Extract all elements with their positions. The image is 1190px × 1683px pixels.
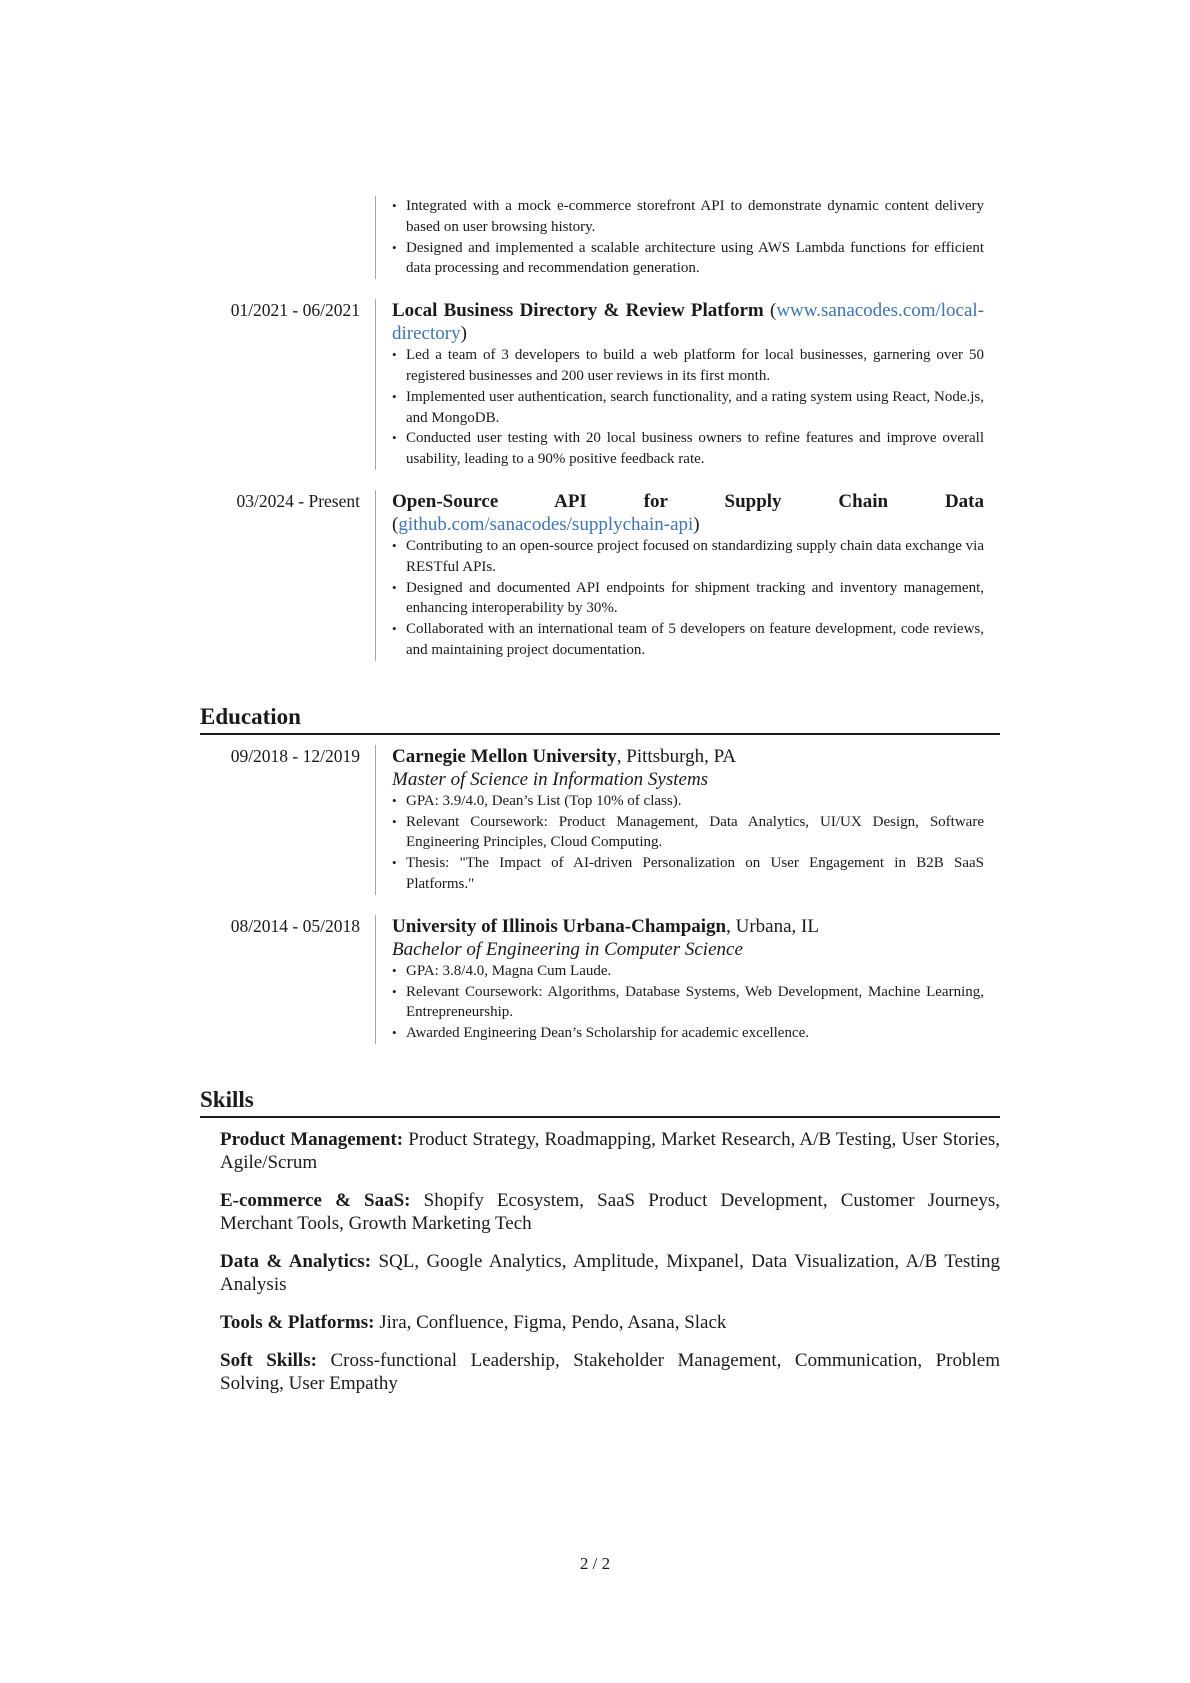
skill-label: Tools & Platforms: bbox=[220, 1311, 375, 1333]
education-entry bbox=[200, 745, 1000, 895]
institution-location: , Urbana, IL bbox=[726, 915, 819, 937]
bullet-item: • Conducted user testing with 20 local business owners to refine features and improve overall usability, leading to a 90% positive feedback rate. bbox=[392, 428, 984, 470]
institution-location: , Pittsburgh, PA bbox=[616, 745, 737, 767]
bullet-item: • Relevant Coursework: Product Management, Data Analytics, UI/UX Design, Software Engineering Principles, Cloud Computing. bbox=[392, 812, 984, 854]
bullet-item: • GPA: 3.8/4.0, Magna Cum Laude. bbox=[392, 961, 984, 982]
project-link[interactable]: www.sanacodes.com/local-directory bbox=[392, 300, 985, 345]
skill-value: Jira, Confluence, Figma, Pendo, Asana, Slack bbox=[379, 1311, 727, 1333]
bullet-list bbox=[392, 345, 984, 470]
resume-content bbox=[200, 196, 1000, 1410]
institution-name: University of Illinois Urbana-Champaign bbox=[392, 915, 727, 937]
entry-body bbox=[376, 915, 984, 1044]
project-link[interactable]: github.com/sanacodes/supplychain-api bbox=[398, 513, 694, 535]
skill-value: Shopify Ecosystem, SaaS Product Development, Customer Journeys, Merchant Tools, Growth Marketing Tech bbox=[220, 1189, 1001, 1234]
bullet-item: • Led a team of 3 developers to build a web platform for local businesses, garnering over 50 registered businesses and 200 user reviews in its first month. bbox=[392, 345, 984, 387]
entry-body bbox=[376, 745, 984, 895]
bullet-item: • Relevant Coursework: Algorithms, Database Systems, Web Development, Machine Learning, Entrepreneurship. bbox=[392, 982, 984, 1024]
bullet-item: • Thesis: "The Impact of AI-driven Personalization on User Engagement in B2B SaaS Platforms." bbox=[392, 853, 984, 895]
bullet-item: • Implemented user authentication, search functionality, and a rating system using React, Node.js, and MongoDB. bbox=[392, 387, 984, 429]
project-name: Open-Source API for Supply Chain Data bbox=[392, 490, 984, 512]
bullet-item: • Designed and documented API endpoints for shipment tracking and inventory management, enhancing interoperability by 30%. bbox=[392, 578, 984, 620]
section-header-skills: Skills bbox=[200, 1086, 1000, 1118]
bullet-item: • Integrated with a mock e-commerce storefront API to demonstrate dynamic content delivery based on user browsing history. bbox=[392, 196, 984, 238]
skill-label: Data & Analytics: bbox=[220, 1250, 372, 1272]
skill-label: Soft Skills: bbox=[220, 1349, 317, 1371]
skill-item bbox=[220, 1189, 1000, 1235]
bullet-list bbox=[392, 536, 984, 661]
skill-item bbox=[220, 1349, 1000, 1395]
project-name: Local Business Directory & Review Platform bbox=[392, 300, 764, 322]
skill-label: E-commerce & SaaS: bbox=[220, 1189, 411, 1211]
skill-item bbox=[220, 1250, 1000, 1296]
bullet-item: • Contributing to an open-source project focused on standardizing supply chain data exchange via RESTful APIs. bbox=[392, 536, 984, 578]
skill-value: Cross-functional Leadership, Stakeholder Management, Communication, Problem Solving, User Empathy bbox=[220, 1349, 1001, 1394]
entry-date: 03/2024 - Present bbox=[200, 490, 376, 661]
entry-date: 08/2014 - 05/2018 bbox=[200, 915, 376, 1044]
education-entry bbox=[200, 915, 1000, 1044]
institution-line bbox=[392, 745, 984, 768]
skill-item bbox=[220, 1128, 1000, 1174]
skills-list bbox=[200, 1128, 1000, 1395]
entry-body bbox=[376, 299, 984, 470]
bullet-list bbox=[392, 791, 984, 895]
entry-date bbox=[200, 196, 376, 279]
project-entry bbox=[200, 490, 1000, 661]
entry-date: 01/2021 - 06/2021 bbox=[200, 299, 376, 470]
page-number: 2 / 2 bbox=[579, 1554, 611, 1573]
skill-value: SQL, Google Analytics, Amplitude, Mixpanel, Data Visualization, A/B Testing Analysis bbox=[220, 1250, 1000, 1295]
entry-body bbox=[376, 196, 984, 279]
bullet-list bbox=[392, 196, 984, 279]
institution-name: Carnegie Mellon University bbox=[392, 745, 617, 767]
skill-value: Product Strategy, Roadmapping, Market Research, A/B Testing, User Stories, Agile/Scrum bbox=[220, 1128, 1000, 1173]
bullet-item: • Awarded Engineering Dean’s Scholarship for academic excellence. bbox=[392, 1023, 984, 1044]
project-entry-continued bbox=[200, 196, 1000, 279]
project-entry bbox=[200, 299, 1000, 470]
bullet-list bbox=[392, 961, 984, 1044]
section-header-education: Education bbox=[200, 703, 1000, 735]
institution-line bbox=[392, 915, 984, 938]
skill-item bbox=[220, 1311, 1000, 1334]
bullet-item: • Designed and implemented a scalable architecture using AWS Lambda functions for efficient data processing and recommendation generation. bbox=[392, 238, 984, 280]
degree: Bachelor of Engineering in Computer Science bbox=[392, 938, 743, 960]
bullet-item: • GPA: 3.9/4.0, Dean’s List (Top 10% of class). bbox=[392, 791, 984, 812]
bullet-item: • Collaborated with an international team of 5 developers on feature development, code reviews, and maintaining project documentation. bbox=[392, 619, 984, 661]
project-title: Local Business Directory & Review Platform (www.sanacodes.com/local-directory) bbox=[392, 300, 985, 345]
project-title: Open-Source API for Supply Chain Data (github.com/sanacodes/supplychain-api) bbox=[392, 490, 984, 535]
skill-label: Product Management: bbox=[220, 1128, 404, 1150]
entry-date: 09/2018 - 12/2019 bbox=[200, 745, 376, 895]
degree: Master of Science in Information Systems bbox=[392, 768, 709, 790]
entry-body bbox=[376, 490, 984, 661]
